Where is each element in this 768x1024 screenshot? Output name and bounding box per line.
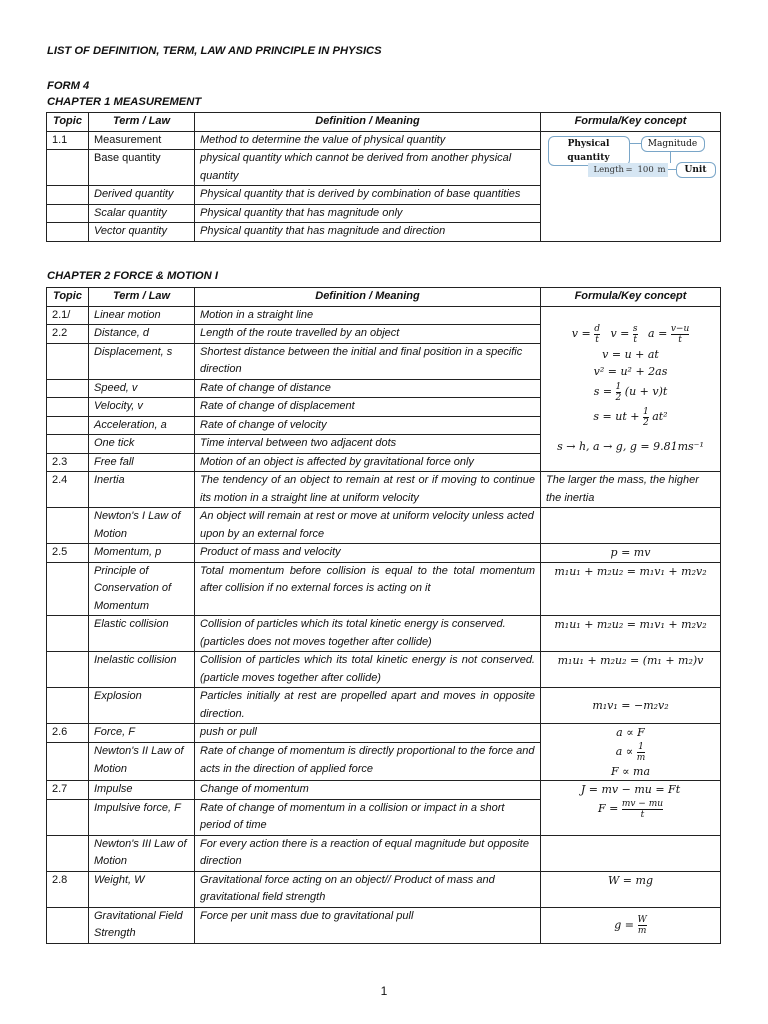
equation-1: v = u + at <box>602 348 659 362</box>
topic-cell <box>47 150 89 186</box>
equation-2: v² = u² + 2as <box>593 365 668 379</box>
term-cell: Inelastic collision <box>89 652 195 688</box>
topic-cell <box>47 743 89 781</box>
force-formulas <box>541 724 721 781</box>
example-row <box>588 163 668 177</box>
topic-cell: 1.1 <box>47 131 89 150</box>
definition-cell: Motion in a straight line <box>195 306 541 325</box>
topic-cell: 2.6 <box>47 724 89 743</box>
topic-cell <box>47 398 89 417</box>
equation-4: s = ut + $\frac{1}{2}$ at² <box>593 406 668 428</box>
definition-cell: Particles initially at rest are propelled apart and moves in opposite direction. <box>195 688 541 724</box>
topic-cell <box>47 223 89 242</box>
table-row <box>47 472 721 508</box>
chapter-1-title: CHAPTER 1 MEASUREMENT <box>47 96 202 108</box>
term-cell: Momentum, p <box>89 544 195 563</box>
free-fall-formula: s → h, a → g, g = 9.81ms⁻¹ <box>557 440 704 454</box>
inertia-note: The larger the mass, the higher the inertia <box>541 472 721 508</box>
header-definition: Definition / Meaning <box>195 113 541 132</box>
definition-cell: Shortest distance between the initial and final position in a specific direction <box>195 343 541 379</box>
topic-cell <box>47 688 89 724</box>
field-strength-formula: g = $\frac{W}{m}$ <box>541 907 721 943</box>
table-row <box>47 508 721 544</box>
definition-cell: Collision of particles which its total kinetic energy is not conserved. (particle moves together after collide) <box>195 652 541 688</box>
unit-box: Unit <box>676 162 716 178</box>
empty-formula-cell <box>541 835 721 871</box>
topic-cell <box>47 204 89 223</box>
definition-cell: Rate of change of distance <box>195 379 541 398</box>
table-row <box>47 688 721 724</box>
topic-cell: 2.1/ <box>47 306 89 325</box>
term-cell: Measurement <box>89 131 195 150</box>
term-cell: Principle of Conservation of Momentum <box>89 562 195 616</box>
term-cell: Speed, v <box>89 379 195 398</box>
term-cell: Force, F <box>89 724 195 743</box>
chapter-1-table <box>46 112 721 242</box>
acceleration-inverse-mass: a ∝ $\frac{1}{m}$ <box>615 741 646 763</box>
topic-cell <box>47 907 89 943</box>
table-row <box>47 871 721 907</box>
table-header-row <box>47 288 721 307</box>
term-cell: Scalar quantity <box>89 204 195 223</box>
definition-cell: Rate of change of momentum in a collision or impact in a short period of time <box>195 799 541 835</box>
force-proportional: a ∝ F <box>616 726 645 739</box>
term-cell: Displacement, s <box>89 343 195 379</box>
table-row <box>47 306 721 325</box>
page-title: LIST OF DEFINITION, TERM, LAW AND PRINCIPLE IN PHYSICS <box>47 45 382 57</box>
topic-cell: 2.2 <box>47 325 89 344</box>
definition-cell: Motion of an object is affected by gravitational force only <box>195 453 541 472</box>
definition-cell: Physical quantity that has magnitude only <box>195 204 541 223</box>
definition-cell: Rate of change of velocity <box>195 416 541 435</box>
table-row <box>47 544 721 563</box>
topic-cell: 2.3 <box>47 453 89 472</box>
term-cell: Inertia <box>89 472 195 508</box>
chapter-2-title: CHAPTER 2 FORCE & MOTION I <box>47 270 218 282</box>
chapter-2-table <box>46 287 721 944</box>
definition-cell: Physical quantity that is derived by combination of base quantities <box>195 186 541 205</box>
form-label: FORM 4 <box>47 80 90 92</box>
table-row <box>47 131 721 150</box>
equation-3: s = $\frac{1}{2}$ (u + v)t <box>593 381 668 403</box>
definition-cell: An object will remain at rest or move at uniform velocity unless acted upon by an external force <box>195 508 541 544</box>
term-cell: Linear motion <box>89 306 195 325</box>
term-cell: Impulsive force, F <box>89 799 195 835</box>
term-cell: Elastic collision <box>89 616 195 652</box>
topic-cell <box>47 616 89 652</box>
table-row <box>47 652 721 688</box>
term-cell: Derived quantity <box>89 186 195 205</box>
impulse-formula: J = mv − mu = Ft <box>580 783 681 796</box>
definition-cell: Time interval between two adjacent dots <box>195 435 541 454</box>
topic-cell <box>47 416 89 435</box>
topic-cell: 2.8 <box>47 871 89 907</box>
definition-cell: Collision of particles which its total kinetic energy is conserved. (particles does not moves together after collide) <box>195 616 541 652</box>
measurement-diagram <box>546 134 716 184</box>
page-number: 1 <box>380 984 388 998</box>
term-cell: Newton's I Law of Motion <box>89 508 195 544</box>
term-cell: Impulse <box>89 781 195 800</box>
weight-formula: W = mg <box>541 871 721 907</box>
definition-cell: Total momentum before collision is equal to the total momentum after collision if no external forces is acting on it <box>195 562 541 616</box>
topic-cell <box>47 435 89 454</box>
definition-cell: Gravitational force acting on an object// Product of mass and gravitational field strength <box>195 871 541 907</box>
term-cell: Vector quantity <box>89 223 195 242</box>
header-formula: Formula/Key concept <box>541 113 721 132</box>
table-row <box>47 907 721 943</box>
table-row <box>47 724 721 743</box>
topic-cell: 2.5 <box>47 544 89 563</box>
topic-cell <box>47 343 89 379</box>
header-topic: Topic <box>47 113 89 132</box>
topic-cell: 2.4 <box>47 472 89 508</box>
topic-cell <box>47 835 89 871</box>
equals-sign: = <box>625 164 633 175</box>
inelastic-formula: m₁u₁ + m₂u₂ = (m₁ + m₂)v <box>541 652 721 688</box>
topic-cell <box>47 799 89 835</box>
impulsive-force-formula: F = $\frac{mv - mu}{t}$ <box>597 798 664 820</box>
impulse-formulas <box>541 781 721 836</box>
definition-cell: Rate of change of momentum is directly proportional to the force and acts in the direction of applied force <box>195 743 541 781</box>
definition-cell: The tendency of an object to remain at rest or if moving to continue its motion in a straight line at uniform velocity <box>195 472 541 508</box>
topic-cell <box>47 652 89 688</box>
momentum-formula: p = mv <box>541 544 721 563</box>
table-row <box>47 835 721 871</box>
topic-cell <box>47 508 89 544</box>
value-label: 100 <box>637 164 654 175</box>
definition-cell: physical quantity which cannot be derived from another physical quantity <box>195 150 541 186</box>
header-topic: Topic <box>47 288 89 307</box>
force-ma: F ∝ ma <box>610 765 651 778</box>
term-cell: Free fall <box>89 453 195 472</box>
explosion-formula: m₁v₁ = −m₂v₂ <box>541 688 721 724</box>
empty-formula-cell <box>541 508 721 544</box>
term-cell: Distance, d <box>89 325 195 344</box>
header-formula: Formula/Key concept <box>541 288 721 307</box>
kinematics-formulas: v = $\frac{d}{t}$ v = $\frac{s}{t}$ a = $\frac{v-u}{t}$ v = u + at v² = u² + 2as s = $\frac{1}{2}$ (u + v)t s = ut + $\frac{1}{2}$ at² s → h, a → g, g = 9.81ms⁻¹ <box>541 306 721 472</box>
elastic-formula: m₁u₁ + m₂u₂ = m₁v₁ + m₂v₂ <box>541 616 721 652</box>
definition-cell: For every action there is a reaction of equal magnitude but opposite direction <box>195 835 541 871</box>
definition-cell: Length of the route travelled by an object <box>195 325 541 344</box>
table-header-row <box>47 113 721 132</box>
topic-cell <box>47 186 89 205</box>
physical-quantity-box: Physical quantity <box>548 136 630 166</box>
definition-cell: Physical quantity that has magnitude and direction <box>195 223 541 242</box>
topic-cell <box>47 562 89 616</box>
term-cell: Newton's III Law of Motion <box>89 835 195 871</box>
table-row <box>47 562 721 616</box>
definition-cell: Product of mass and velocity <box>195 544 541 563</box>
topic-cell <box>47 379 89 398</box>
topic-cell: 2.7 <box>47 781 89 800</box>
term-cell: Base quantity <box>89 150 195 186</box>
definition-cell: Method to determine the value of physical quantity <box>195 131 541 150</box>
term-cell: Weight, W <box>89 871 195 907</box>
conservation-formula: m₁u₁ + m₂u₂ = m₁v₁ + m₂v₂ <box>541 562 721 616</box>
measurement-diagram-cell <box>541 131 721 241</box>
term-cell: Newton's II Law of Motion <box>89 743 195 781</box>
term-cell: Explosion <box>89 688 195 724</box>
table-row <box>47 616 721 652</box>
definition-cell: Force per unit mass due to gravitational pull <box>195 907 541 943</box>
term-cell: One tick <box>89 435 195 454</box>
header-term: Term / Law <box>89 288 195 307</box>
table-row <box>47 781 721 800</box>
definition-cell: Change of momentum <box>195 781 541 800</box>
length-label: Length <box>593 164 624 175</box>
header-definition: Definition / Meaning <box>195 288 541 307</box>
header-term: Term / Law <box>89 113 195 132</box>
definition-cell: Rate of change of displacement <box>195 398 541 417</box>
term-cell: Gravitational Field Strength <box>89 907 195 943</box>
term-cell: Acceleration, a <box>89 416 195 435</box>
definition-cell: push or pull <box>195 724 541 743</box>
magnitude-box: Magnitude <box>641 136 705 152</box>
unit-symbol: m <box>657 164 666 175</box>
term-cell: Velocity, v <box>89 398 195 417</box>
